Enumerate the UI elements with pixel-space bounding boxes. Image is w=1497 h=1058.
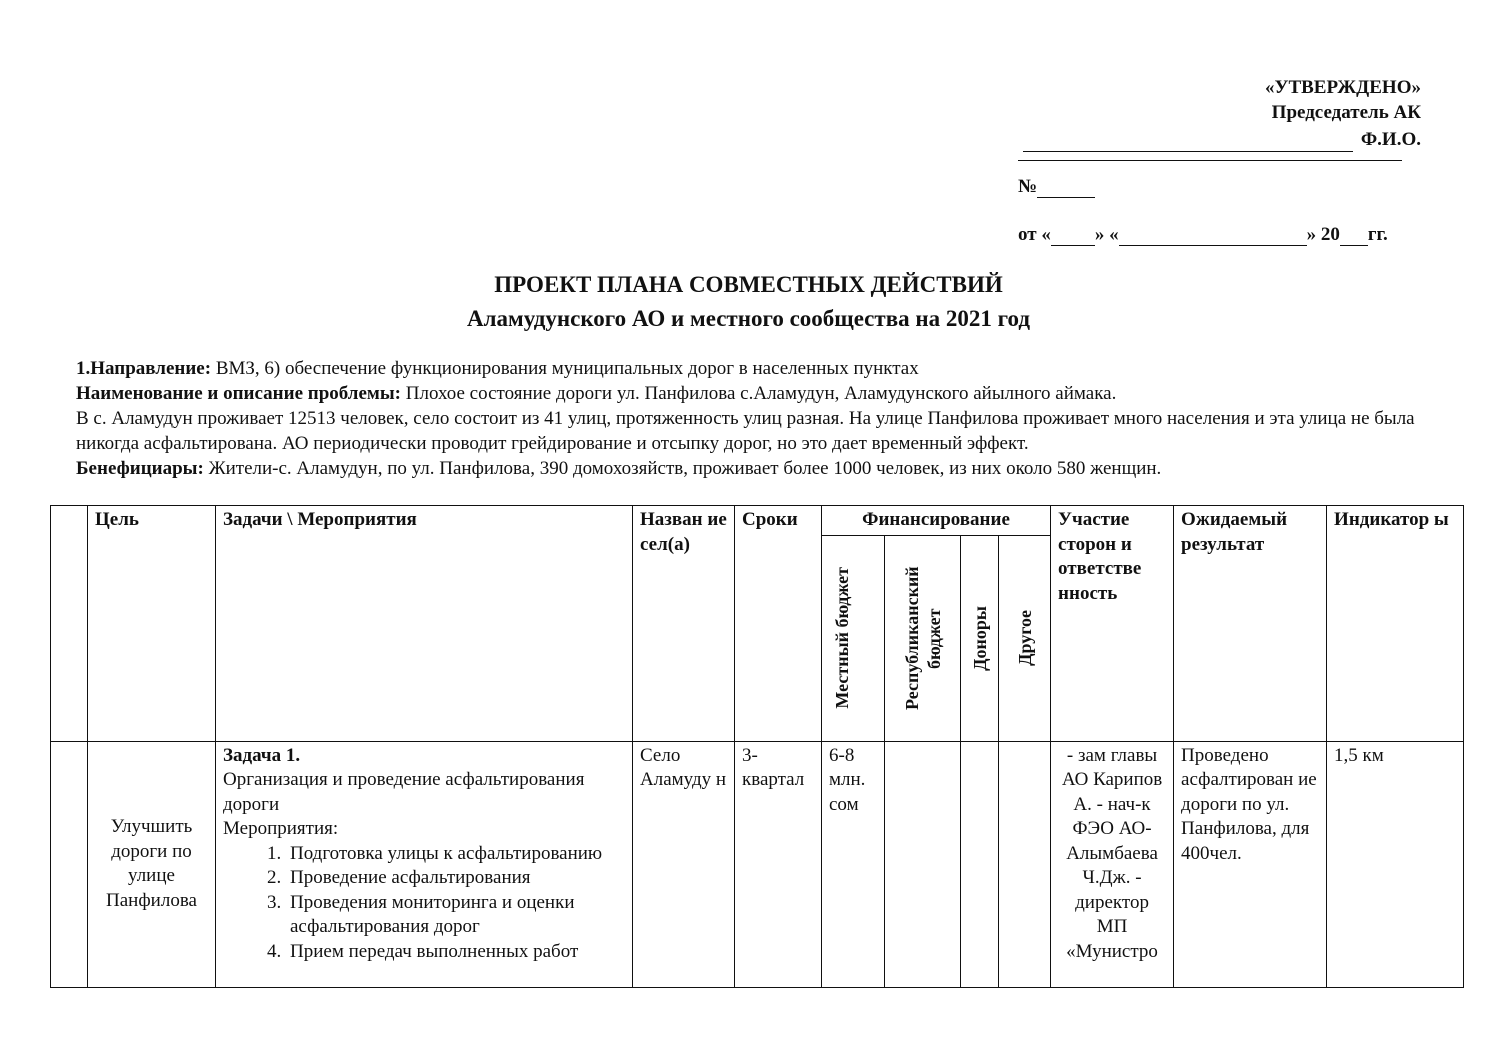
header-goal: Цель xyxy=(88,506,216,742)
document-title-line1: ПРОЕКТ ПЛАНА СОВМЕСТНЫХ ДЕЙСТВИЙ xyxy=(494,272,1003,297)
date-suffix: гг. xyxy=(1367,224,1388,245)
beneficiaries-text: Жители-с. Аламудун, по ул. Панфилова, 390 домохозяйств, проживает более 1000 человек, из них около 580 женщин. xyxy=(203,458,1162,479)
activity-item: 4. Прием передач выполненных работ xyxy=(286,940,625,965)
problem-text: Плохое состояние дороги ул. Панфилова с.Аламудун, Аламудунского айылного аймака. xyxy=(401,383,1117,404)
participation-cell: - зам главы АО Карипов А. - нач-к ФЭО АО-Алымбаева Ч.Дж. - директор МП «Мунистро xyxy=(1051,741,1174,987)
activity-item: 1. Подготовка улицы к асфальтированию xyxy=(286,842,625,867)
beneficiaries-label: Бенефициары: xyxy=(76,458,204,479)
task-text: Организация и проведение асфальтирования дороги xyxy=(223,769,585,815)
header-republic-budget xyxy=(885,535,961,741)
date-row xyxy=(1018,224,1388,246)
header-financing: Финансирование xyxy=(822,506,1051,536)
date-month-blank xyxy=(1119,227,1307,246)
activities-label: Мероприятия: xyxy=(223,818,339,839)
chairman-label: Председатель АК xyxy=(1271,102,1421,123)
header-participation: Участие сторон и ответстве нность xyxy=(1051,506,1174,742)
donors-cell xyxy=(961,741,999,987)
number-blank xyxy=(1037,179,1095,198)
header-local-budget xyxy=(822,535,885,741)
approval-blank-line xyxy=(1018,160,1402,161)
number-label: № xyxy=(1018,176,1038,197)
header-village: Назван ие сел(а) xyxy=(633,506,735,742)
task-title: Задача 1. xyxy=(223,744,301,766)
activity-item: 2. Проведение асфальтирования xyxy=(286,866,625,891)
header-other-text: Другое xyxy=(1014,610,1035,666)
header-other xyxy=(999,535,1051,741)
header-republic-budget-text: Республиканский бюджет xyxy=(901,566,944,710)
number-row xyxy=(1018,176,1095,198)
beneficiaries-line xyxy=(76,456,1436,481)
other-cell xyxy=(999,741,1051,987)
direction-line xyxy=(76,356,1436,381)
table-header-row xyxy=(51,506,1464,536)
terms-cell: 3-квартал xyxy=(735,741,822,987)
date-mid: » « xyxy=(1094,224,1119,245)
goal-cell: Улучшить дороги по улице Панфилова xyxy=(88,741,216,987)
fio-label: Ф.И.О. xyxy=(1360,129,1421,150)
date-year: » 20 xyxy=(1306,224,1340,245)
republic-budget-cell xyxy=(885,741,961,987)
table-row xyxy=(51,741,1464,987)
header-indicators: Индикатор ы xyxy=(1327,506,1464,742)
plan-table xyxy=(50,505,1464,988)
expected-cell: Проведено асфалтирован ие дороги по ул. Панфилова, для 400чел. xyxy=(1174,741,1327,987)
date-year-blank xyxy=(1340,227,1368,246)
approved-label: «УТВЕРЖДЕНО» xyxy=(1265,77,1421,98)
fio-signature-line xyxy=(1023,133,1353,152)
header-number xyxy=(51,506,88,742)
problem-line xyxy=(76,381,1436,406)
problem-description: В с. Аламудун проживает 12513 человек, село состоит из 41 улиц, протяженность улиц разная. На улице Панфилова проживает много населения и эта улица не была никогда асфальтирована. АО периодически проводит грейдирование и отсыпку дорог, но это дает временный эффект. xyxy=(76,408,1415,454)
direction-label: 1.Направление: xyxy=(76,358,212,379)
header-terms: Сроки xyxy=(735,506,822,742)
approval-block xyxy=(1023,75,1421,152)
fio-row xyxy=(1023,127,1421,152)
row-number-cell xyxy=(51,741,88,987)
header-expected: Ожидаемый результат xyxy=(1174,506,1327,742)
problem-label: Наименование и описание проблемы: xyxy=(76,383,401,404)
header-local-budget-text: Местный бюджет xyxy=(832,567,852,709)
activities-list xyxy=(223,842,625,965)
local-budget-cell: 6-8 млн. сом xyxy=(822,741,885,987)
indicators-cell: 1,5 км xyxy=(1327,741,1464,987)
header-donors xyxy=(961,535,999,741)
header-donors-text: Доноры xyxy=(969,605,990,671)
date-day-blank xyxy=(1051,227,1095,246)
intro-block xyxy=(76,356,1436,481)
activity-item: 3. Проведения мониторинга и оценки асфальтирования дорог xyxy=(286,891,625,940)
village-cell: Село Аламуду н xyxy=(633,741,735,987)
tasks-cell xyxy=(216,741,633,987)
header-tasks: Задачи \ Мероприятия xyxy=(216,506,633,742)
date-prefix: от « xyxy=(1018,224,1051,245)
direction-text: ВМЗ, 6) обеспечение функционирования муниципальных дорог в населенных пунктах xyxy=(211,358,919,379)
document-title-line2: Аламудунского АО и местного сообщества на 2021 год xyxy=(467,306,1030,331)
